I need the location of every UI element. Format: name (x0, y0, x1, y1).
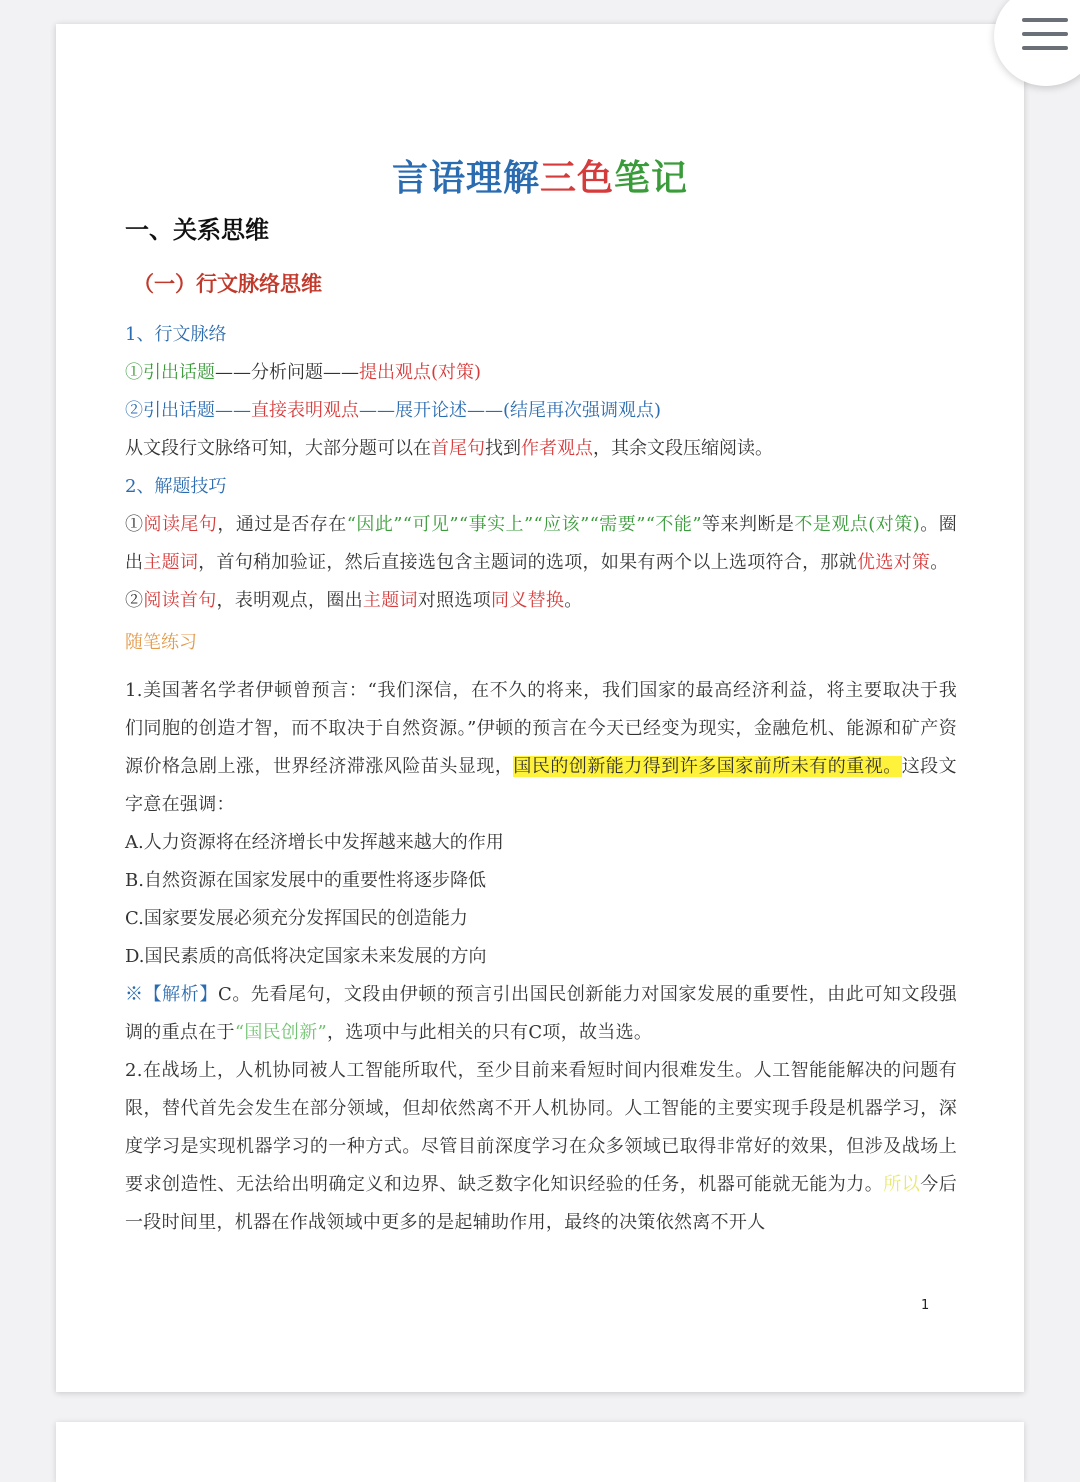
flow-line-1 (125, 354, 957, 392)
q1-stem-text: 1.美国著名学者伊顿曾预言：“我们深信，在不久的将来，我们国家的最高经济利益，将主要取决于我们同胞的创造才智，而不取决于自然资源。”伊顿的预言在今天已经变为现实，金融危机、能源和矿产资源价格急剧上涨，世界经济滞涨风险苗头显现， (125, 680, 957, 777)
tip1-c: ，通过是否存在 (217, 514, 347, 535)
tip2-c: ，表明观点，圈出 (216, 590, 363, 611)
q1-highlighted-sentence: 国民的创新能力得到许多国家前所未有的重视。 (513, 756, 902, 777)
question-1-stem (125, 672, 957, 824)
practice-label: 随笔练习 (125, 632, 197, 653)
tip2-f: 同义替换 (491, 590, 565, 611)
section-heading: 一、关系思维 (125, 216, 269, 244)
subsection-heading: （一）行文脉络思维 (133, 272, 322, 296)
analysis-a: C。先看尾句，文段由伊顿的预言引出国民创新能力对国家发展的重要性，由此可知文段强调的重点在于 (125, 984, 957, 1043)
hamburger-menu-icon-bar (1022, 46, 1068, 50)
question-2-stem (125, 1052, 957, 1242)
flow1-b: ——分析问题—— (215, 362, 359, 383)
tip1-e: 等来判断是 (701, 514, 795, 535)
hamburger-menu-icon-bar (1022, 32, 1068, 36)
q1-analysis (125, 976, 957, 1052)
title-blue-part: 言语理解 (391, 158, 540, 199)
next-document-page (56, 1422, 1024, 1482)
q1-option-c: C.国家要发展必须充分发挥国民的创造能力 (125, 908, 468, 929)
summary-b: 首尾句 (431, 438, 485, 459)
tip2-e: 对照选项 (417, 590, 492, 611)
tip1-f: 不是观点(对策) (794, 514, 921, 535)
tip2-d: 主题词 (362, 590, 418, 611)
title-red-part: 三色 (539, 158, 614, 199)
title-green-part: 笔记 (614, 158, 689, 199)
q1-option-b: B.自然资源在国家发展中的重要性将逐步降低 (125, 870, 486, 891)
tip1-k: 。 (930, 552, 949, 573)
tip2-b: 阅读首句 (143, 590, 217, 611)
flow2-b: 直接表明观点 (251, 400, 359, 421)
q1-stem-end: 这段文字意在强调： (125, 756, 957, 815)
tip-1-paragraph (125, 506, 957, 582)
tip2-a: ② (125, 590, 144, 611)
analysis-label: ※【解析】 (125, 984, 218, 1005)
tip1-a: ① (125, 514, 144, 535)
analysis-c: ，选项中与此相关的只有C项，故当选。 (327, 1022, 653, 1043)
tip1-b: 阅读尾句 (143, 514, 218, 535)
flow2-c: ——展开论述——(结尾再次强调观点) (359, 400, 662, 421)
page-number: 1 (921, 1298, 930, 1313)
tip-2-paragraph (125, 582, 957, 620)
tip1-g: 。圈出 (125, 514, 958, 573)
flow2-a: ②引出话题—— (125, 400, 251, 421)
item2-title: 2、解题技巧 (125, 476, 227, 497)
tip1-i: ，首句稍加验证，然后直接选包含主题词的选项，如果有两个以上选项符合，那就 (198, 552, 858, 573)
analysis-b: “国民创新” (234, 1022, 328, 1043)
tip1-j: 优选对策 (857, 552, 931, 573)
hamburger-menu-icon (1022, 18, 1068, 22)
flow1-c: 提出观点(对策) (359, 362, 482, 383)
q2-text-c: 今后一段时间里，机器在作战领域中更多的是起辅助作用，最终的决策依然离不开人 (125, 1174, 957, 1233)
flow-line-2 (125, 392, 957, 430)
flow1-a: ①引出话题 (125, 362, 215, 383)
document-content (125, 208, 957, 1242)
tip1-h: 主题词 (143, 552, 199, 573)
item1-title: 1、行文脉络 (125, 324, 227, 345)
q2-text-a: 2.在战场上，人机协同被人工智能所取代，至少目前来看短时间内很难发生。人工智能能解决的问题有限，替代首先会发生在部分领域，但却依然离不开人机协同。人工智能的主要实现手段是机器学习，深度学习是实现机器学习的一种方式。尽管目前深度学习在众多领域已取得非常好的效果，但涉及战场上要求创造性、无法给出明确定义和边界、缺乏数字化知识经验的任务，机器可能就无能为力。 (125, 1060, 957, 1195)
summary-e: ，其余文段压缩阅读。 (593, 438, 773, 459)
q2-text-b: 所以 (883, 1174, 921, 1195)
tip2-g: 。 (564, 590, 583, 611)
flow-summary-line (125, 430, 957, 468)
q1-option-d: D.国民素质的高低将决定国家未来发展的方向 (125, 946, 487, 967)
tip1-d: “因此”“可见”“事实上”“应该”“需要”“不能” (346, 514, 702, 535)
summary-a: 从文段行文脉络可知，大部分题可以在 (125, 438, 431, 459)
summary-c: 找到 (485, 438, 521, 459)
summary-d: 作者观点 (521, 438, 593, 459)
document-title (56, 150, 1024, 201)
q1-option-a: A.人力资源将在经济增长中发挥越来越大的作用 (125, 832, 504, 853)
